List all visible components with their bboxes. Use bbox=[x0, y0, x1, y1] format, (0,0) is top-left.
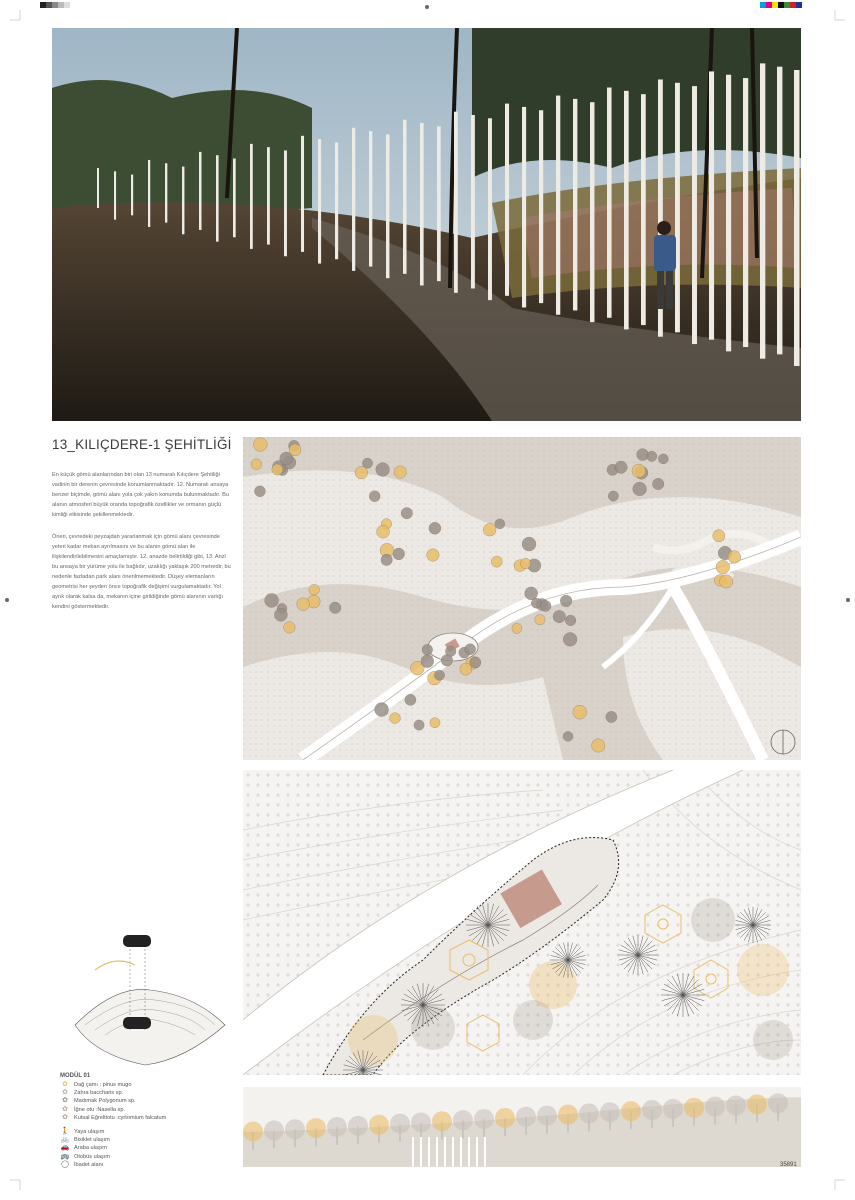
page-number: 35891 bbox=[780, 1162, 797, 1168]
legend-heading: MODÜL 01 bbox=[60, 1073, 91, 1079]
species-swatch-icon: ✿ bbox=[62, 1081, 68, 1089]
legend-item-access bbox=[60, 1161, 235, 1169]
species-swatch-icon: ✿ bbox=[62, 1105, 68, 1113]
legend-label: Araba ulaşım bbox=[74, 1145, 107, 1152]
legend-label: Madımak Polygonum sp. bbox=[74, 1098, 136, 1105]
legend-label: Bisiklet ulaşım bbox=[74, 1137, 110, 1144]
legend-item-species bbox=[60, 1114, 235, 1122]
car-icon: 🚗 bbox=[60, 1144, 70, 1152]
legend-item-species bbox=[60, 1089, 235, 1097]
legend-item-species bbox=[60, 1106, 235, 1114]
module-axonometric-diagram bbox=[55, 935, 235, 1070]
forest-scene-illustration bbox=[52, 28, 801, 421]
detail-plan bbox=[243, 770, 801, 1075]
worship-icon: ◯ bbox=[61, 1160, 69, 1168]
bicycle-icon: 🚲 bbox=[60, 1136, 70, 1144]
bus-icon: 🚌 bbox=[60, 1152, 70, 1160]
description-text bbox=[52, 470, 232, 624]
legend-label: Yaya ulaşım bbox=[74, 1129, 105, 1136]
legend-label: Kutsal Eğreltiotu :cyrtomium falcatum bbox=[74, 1114, 167, 1121]
legend bbox=[60, 1073, 235, 1169]
legend-label: Dağ çamı : pinus mugo bbox=[74, 1082, 132, 1089]
description-paragraph-1: En küçük gömü alanlarından biri olan 13 numaralı Kılıçdere Şehitliği vadinin bir derenin çevresinde konumlanmaktadır. 12. Numaralı ansaya benzer biçimde, gömü alanı yola çok yakın konumda bulunmaktadır. Bu alanın atmosferi büyük oranda topoğrafik özellikler ve ormanın güçlü kimliği etkisinde şekillenmektedir. bbox=[52, 472, 229, 518]
pedestrian-icon: 🚶 bbox=[60, 1128, 70, 1136]
species-swatch-icon: ✿ bbox=[62, 1089, 68, 1097]
legend-label: İbadet alanı bbox=[74, 1161, 104, 1168]
species-swatch-icon: ✿ bbox=[62, 1113, 68, 1121]
legend-item-access bbox=[60, 1153, 235, 1161]
legend-label: Otobüs ulaşım bbox=[74, 1153, 111, 1160]
legend-item-species bbox=[60, 1097, 235, 1105]
legend-label: İğne otu :Nasella sp. bbox=[74, 1106, 125, 1113]
section-elevation bbox=[243, 1087, 801, 1167]
site-plan-drawing bbox=[243, 437, 801, 760]
hero-photo bbox=[52, 28, 801, 421]
legend-item-access bbox=[60, 1136, 235, 1144]
page-title: 13_KILIÇDERE-1 ŞEHİTLİĞİ bbox=[52, 437, 232, 452]
legend-item-access bbox=[60, 1144, 235, 1152]
legend-item-access bbox=[60, 1128, 235, 1136]
legend-label: Zahra baccharis sp. bbox=[74, 1090, 124, 1097]
legend-item-species bbox=[60, 1081, 235, 1089]
species-swatch-icon: ✿ bbox=[62, 1097, 68, 1105]
description-paragraph-2: Öneri, çevredeki peyzajdan yararlanmak için gömü alanı çevresinde yeteri kadar mekan ayrılmasını ve bu alanın gömü alan ile ilişkilendirilebilmesini amaçlamıştır. 12. anazde belirtildiği gibi, 13. Anzl bu ansaya bir yürüme yolu ile bağlıdır, uzaklığı yaklaşık 200 metredir, bu nedenle fazladan park alanı önerilmemektedir. Düşey elemanların geometrisi her şeyden önce topoğrafik değişimi vurgulamaktadır. Yol ayrık olarak kalsa da, mekanın içine girildiğinde gömü alanının varlığı kendini göstermektedir. bbox=[52, 534, 231, 610]
section-drawing bbox=[243, 1087, 801, 1167]
detail-plan-drawing bbox=[243, 770, 801, 1075]
site-plan-overview bbox=[243, 437, 801, 760]
